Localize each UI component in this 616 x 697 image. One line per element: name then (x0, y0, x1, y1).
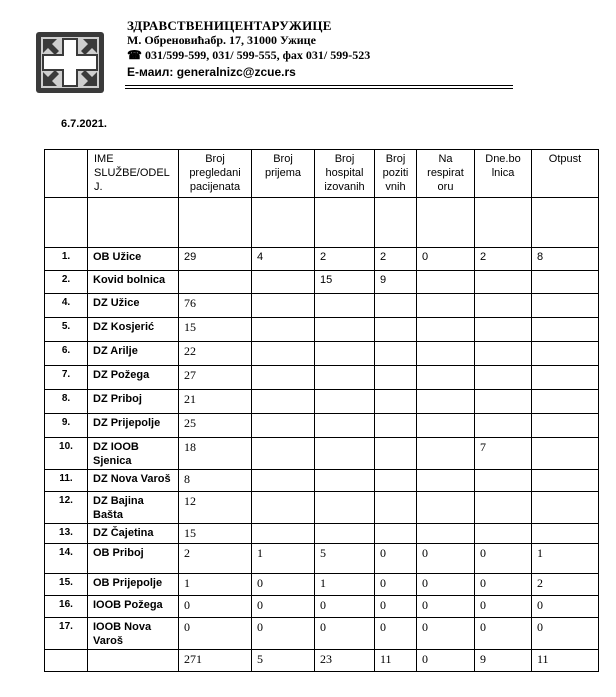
value-cell (532, 271, 599, 294)
value-cell (375, 294, 417, 318)
table-row (45, 248, 599, 271)
value-cell: 0 (417, 618, 475, 650)
value-cell (475, 524, 532, 544)
table-row (45, 574, 599, 596)
value-cell (315, 366, 375, 390)
value-cell (375, 390, 417, 414)
value-cell: 1 (315, 574, 375, 596)
value-cell: 2 (179, 544, 252, 574)
value-cell (315, 342, 375, 366)
unit-name: OB Užice (88, 248, 179, 271)
total-cell: 271 (179, 650, 252, 672)
value-cell: 0 (417, 248, 475, 271)
value-cell: 9 (375, 271, 417, 294)
health-center-logo (35, 31, 105, 94)
table-row (45, 294, 599, 318)
value-cell (475, 366, 532, 390)
total-cell: 5 (252, 650, 315, 672)
value-cell: 0 (375, 596, 417, 618)
value-cell (252, 390, 315, 414)
value-cell: 0 (315, 596, 375, 618)
row-number: 12. (45, 492, 88, 524)
row-number: 7. (45, 366, 88, 390)
value-cell: 0 (475, 618, 532, 650)
row-number: 16. (45, 596, 88, 618)
table-row (45, 414, 599, 438)
value-cell (475, 271, 532, 294)
value-cell (252, 470, 315, 492)
value-cell: 1 (532, 544, 599, 574)
value-cell (315, 524, 375, 544)
report-date: 6.7.2021. (61, 118, 107, 130)
table-row (45, 492, 599, 524)
value-cell (532, 294, 599, 318)
unit-name: IOOB Požega (88, 596, 179, 618)
value-cell: 2 (315, 248, 375, 271)
unit-name: OB Prijepolje (88, 574, 179, 596)
empty-cell (88, 650, 179, 672)
value-cell (417, 390, 475, 414)
value-cell (417, 438, 475, 470)
row-number: 15. (45, 574, 88, 596)
value-cell: 8 (179, 470, 252, 492)
value-cell (417, 271, 475, 294)
row-number: 13. (45, 524, 88, 544)
header-cell: Broj prijema (252, 150, 315, 198)
table-row (45, 524, 599, 544)
empty-spacer-row (45, 198, 599, 248)
value-cell (417, 470, 475, 492)
value-cell (252, 414, 315, 438)
value-cell: 0 (179, 596, 252, 618)
row-number: 9. (45, 414, 88, 438)
unit-name: IOOB Nova Varoš (88, 618, 179, 650)
unit-name: DZ Bajina Bašta (88, 492, 179, 524)
table-row (45, 318, 599, 342)
row-number: 10. (45, 438, 88, 470)
total-cell: 11 (532, 650, 599, 672)
value-cell: 0 (375, 574, 417, 596)
header-cell: Broj hospital izovanih (315, 150, 375, 198)
value-cell (417, 414, 475, 438)
unit-name: DZ Priboj (88, 390, 179, 414)
unit-name: DZ Arilje (88, 342, 179, 366)
value-cell: 0 (375, 544, 417, 574)
value-cell (532, 366, 599, 390)
value-cell (375, 342, 417, 366)
value-cell: 0 (475, 544, 532, 574)
value-cell: 22 (179, 342, 252, 366)
header-cell: Otpust (532, 150, 599, 198)
value-cell (475, 390, 532, 414)
unit-name: Kovid bolnica (88, 271, 179, 294)
header-rule (125, 88, 513, 89)
value-cell: 0 (252, 596, 315, 618)
value-cell (252, 342, 315, 366)
table-row (45, 342, 599, 366)
value-cell: 1 (252, 544, 315, 574)
header-cell: Broj pregledani pacijenata (179, 150, 252, 198)
table-row (45, 470, 599, 492)
table-row (45, 438, 599, 470)
value-cell (417, 318, 475, 342)
header-cell: Dne.bo lnica (475, 150, 532, 198)
row-number: 14. (45, 544, 88, 574)
value-cell: 4 (252, 248, 315, 271)
unit-name: DZ Požega (88, 366, 179, 390)
header-row (45, 150, 599, 198)
value-cell: 0 (417, 544, 475, 574)
value-cell: 2 (532, 574, 599, 596)
institution-email: Е-маил: generalnizc@zcue.rs (127, 65, 296, 79)
total-cell: 0 (417, 650, 475, 672)
value-cell: 76 (179, 294, 252, 318)
value-cell (532, 438, 599, 470)
value-cell: 0 (252, 618, 315, 650)
value-cell: 0 (252, 574, 315, 596)
value-cell: 0 (475, 596, 532, 618)
value-cell (375, 318, 417, 342)
value-cell (375, 414, 417, 438)
value-cell: 0 (179, 618, 252, 650)
value-cell (475, 492, 532, 524)
value-cell (417, 342, 475, 366)
value-cell (375, 524, 417, 544)
value-cell: 0 (417, 574, 475, 596)
table-row (45, 544, 599, 574)
unit-name: OB Priboj (88, 544, 179, 574)
value-cell (532, 390, 599, 414)
unit-name: DZ Kosjerić (88, 318, 179, 342)
value-cell (315, 438, 375, 470)
row-number: 6. (45, 342, 88, 366)
row-number: 5. (45, 318, 88, 342)
value-cell (375, 470, 417, 492)
medical-cross-icon (35, 31, 105, 94)
table-row (45, 390, 599, 414)
value-cell (315, 492, 375, 524)
row-number: 2. (45, 271, 88, 294)
header-cell: Na respirat oru (417, 150, 475, 198)
value-cell: 29 (179, 248, 252, 271)
header-cell: IME SLUŽBE/ODEL J. (88, 150, 179, 198)
value-cell: 0 (532, 596, 599, 618)
value-cell: 25 (179, 414, 252, 438)
unit-name: DZ Nova Varoš (88, 470, 179, 492)
value-cell: 1 (179, 574, 252, 596)
total-cell: 11 (375, 650, 417, 672)
unit-name: DZ IOOB Sjenica (88, 438, 179, 470)
value-cell (252, 366, 315, 390)
header-cell: Broj poziti vnih (375, 150, 417, 198)
value-cell (252, 271, 315, 294)
value-cell: 2 (475, 248, 532, 271)
value-cell (375, 438, 417, 470)
value-cell: 15 (179, 524, 252, 544)
value-cell (532, 524, 599, 544)
table-body (45, 248, 599, 672)
report-table (44, 149, 599, 672)
value-cell: 15 (179, 318, 252, 342)
value-cell: 5 (315, 544, 375, 574)
value-cell (315, 294, 375, 318)
empty-cell (45, 650, 88, 672)
header-rule (125, 85, 513, 86)
value-cell (252, 318, 315, 342)
total-cell: 23 (315, 650, 375, 672)
value-cell (532, 492, 599, 524)
value-cell: 18 (179, 438, 252, 470)
value-cell (252, 492, 315, 524)
value-cell (179, 271, 252, 294)
letterhead (127, 18, 370, 80)
value-cell (315, 414, 375, 438)
unit-name: DZ Čajetina (88, 524, 179, 544)
value-cell (252, 524, 315, 544)
value-cell (475, 318, 532, 342)
value-cell (417, 524, 475, 544)
value-cell (532, 414, 599, 438)
value-cell: 2 (375, 248, 417, 271)
value-cell (252, 294, 315, 318)
value-cell: 0 (315, 618, 375, 650)
value-cell (532, 470, 599, 492)
row-number: 17. (45, 618, 88, 650)
value-cell (475, 470, 532, 492)
value-cell: 0 (475, 574, 532, 596)
value-cell: 0 (417, 596, 475, 618)
value-cell: 8 (532, 248, 599, 271)
table-row (45, 618, 599, 650)
value-cell (315, 390, 375, 414)
institution-name: ЗДРАВСТВЕНИЦЕНТАРУЖИЦЕ (127, 18, 332, 33)
table-row (45, 366, 599, 390)
totals-row (45, 650, 599, 672)
value-cell (417, 366, 475, 390)
value-cell: 12 (179, 492, 252, 524)
header-cell-number (45, 150, 88, 198)
total-cell: 9 (475, 650, 532, 672)
value-cell (532, 318, 599, 342)
unit-name: DZ Prijepolje (88, 414, 179, 438)
value-cell (315, 470, 375, 492)
value-cell (375, 366, 417, 390)
value-cell: 7 (475, 438, 532, 470)
institution-address: М. Обреновићабр. 17, 31000 Ужице (127, 33, 316, 47)
table-row (45, 596, 599, 618)
value-cell (417, 294, 475, 318)
value-cell (315, 318, 375, 342)
row-number: 4. (45, 294, 88, 318)
unit-name: DZ Užice (88, 294, 179, 318)
value-cell (475, 342, 532, 366)
value-cell (417, 492, 475, 524)
value-cell: 0 (532, 618, 599, 650)
row-number: 1. (45, 248, 88, 271)
row-number: 8. (45, 390, 88, 414)
value-cell: 0 (375, 618, 417, 650)
value-cell (375, 492, 417, 524)
table-row (45, 271, 599, 294)
value-cell (532, 342, 599, 366)
value-cell (252, 438, 315, 470)
row-number: 11. (45, 470, 88, 492)
value-cell: 21 (179, 390, 252, 414)
value-cell: 27 (179, 366, 252, 390)
value-cell (475, 294, 532, 318)
value-cell: 15 (315, 271, 375, 294)
value-cell (475, 414, 532, 438)
institution-phone: ☎ 031/599-599, 031/ 599-555, фах 031/ 599-523 (127, 48, 371, 62)
